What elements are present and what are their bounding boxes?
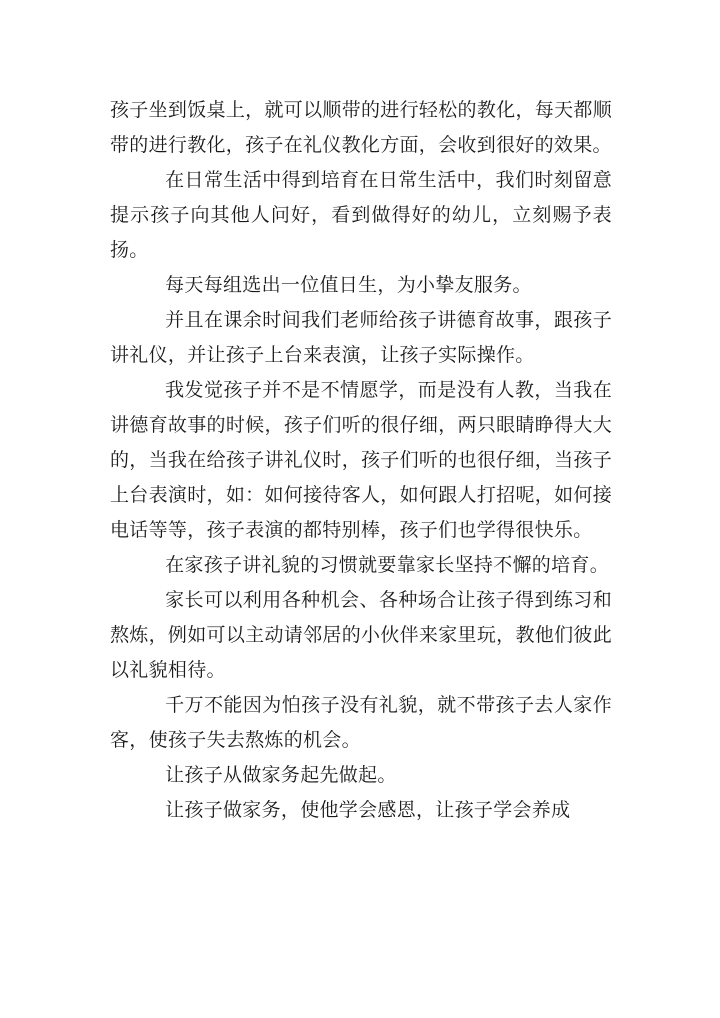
document-body xyxy=(110,93,612,828)
paragraph: 在日常生活中得到培育在日常生活中，我们时刻留意提示孩子向其他人问好，看到做得好的幼儿，立刻赐予表扬。 xyxy=(110,169,612,261)
paragraph: 在家孩子讲礼貌的习惯就要靠家长坚持不懈的培育。 xyxy=(165,554,609,576)
paragraph: 让孩子做家务，使他学会感恩，让孩子学会养成 xyxy=(165,799,571,821)
paragraph: 每天每组选出一位值日生，为小挚友服务。 xyxy=(165,274,532,296)
paragraph: 让孩子从做家务起先做起。 xyxy=(165,764,397,786)
paragraph: 并且在课余时间我们老师给孩子讲德育故事，跟孩子讲礼仪，并让孩子上台来表演，让孩子实际操作。 xyxy=(110,309,612,366)
paragraph: 家长可以利用各种机会、各种场合让孩子得到练习和熬炼，例如可以主动请邻居的小伙伴来家里玩，教他们彼此以礼貌相待。 xyxy=(110,589,612,681)
paragraph: 千万不能因为怕孩子没有礼貌，就不带孩子去人家作客，使孩子失去熬炼的机会。 xyxy=(110,694,612,751)
paragraph: 孩子坐到饭桌上，就可以顺带的进行轻松的教化，每天都顺带的进行教化，孩子在礼仪教化方面，会收到很好的效果。 xyxy=(110,99,612,156)
paragraph: 我发觉孩子并不是不情愿学，而是没有人教，当我在讲德育故事的时候，孩子们听的很仔细，两只眼睛睁得大大的，当我在给孩子讲礼仪时，孩子们听的也很仔细，当孩子上台表演时，如：如何接待客人，如何跟人打招呢，如何接电话等等，孩子表演的都特别棒，孩子们也学得很快乐。 xyxy=(110,379,612,541)
